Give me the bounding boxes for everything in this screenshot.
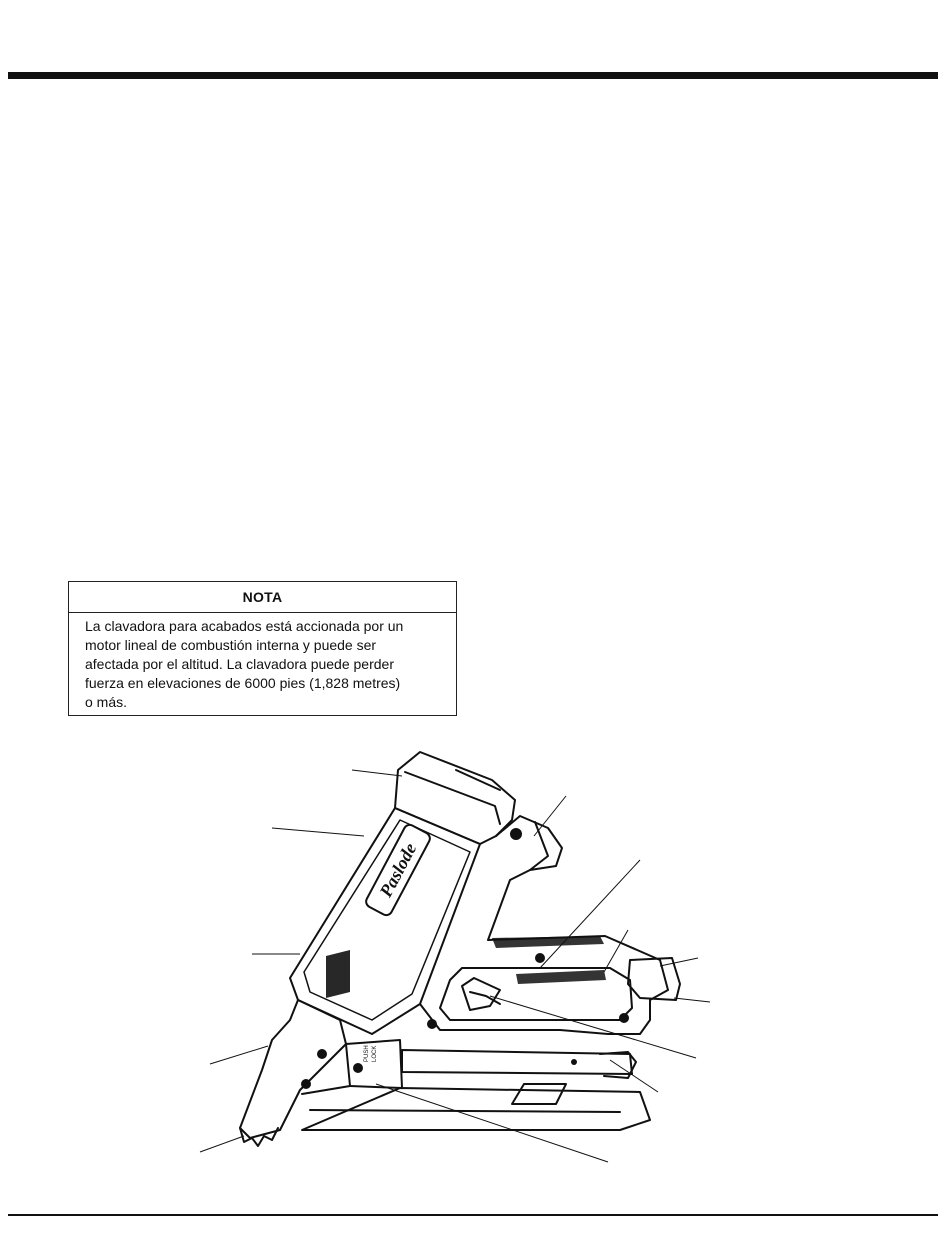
push-lock-label: LOCK <box>372 1045 378 1062</box>
note-line: afectada por el altitud. La clavadora puede perder <box>85 656 394 672</box>
screw <box>535 953 545 963</box>
note-title: NOTA <box>69 582 456 613</box>
tool-cylinder <box>290 808 480 1034</box>
paslode-logo: Paslode <box>375 839 421 901</box>
screw <box>619 1013 629 1023</box>
tool-rear-cap <box>628 958 680 1000</box>
bottom-rule <box>8 1214 938 1216</box>
grip-stripes-upper <box>492 936 604 948</box>
note-line: o más. <box>85 694 128 710</box>
screw <box>427 1019 437 1029</box>
screw <box>571 1059 577 1065</box>
leader-lines <box>200 770 710 1162</box>
note-line: fuerza en elevaciones de 6000 pies (1,828 metres) <box>85 675 401 691</box>
screw <box>301 1079 311 1089</box>
screw <box>317 1049 327 1059</box>
note-line: motor lineal de combustión interna y puede ser <box>85 637 377 653</box>
screw <box>353 1063 363 1073</box>
screw <box>510 828 522 840</box>
note-line: La clavadora para acabados está accionada por un <box>85 618 404 634</box>
grip-stripes-lower <box>516 970 606 984</box>
push-lock-label: PUSH <box>364 1045 370 1062</box>
